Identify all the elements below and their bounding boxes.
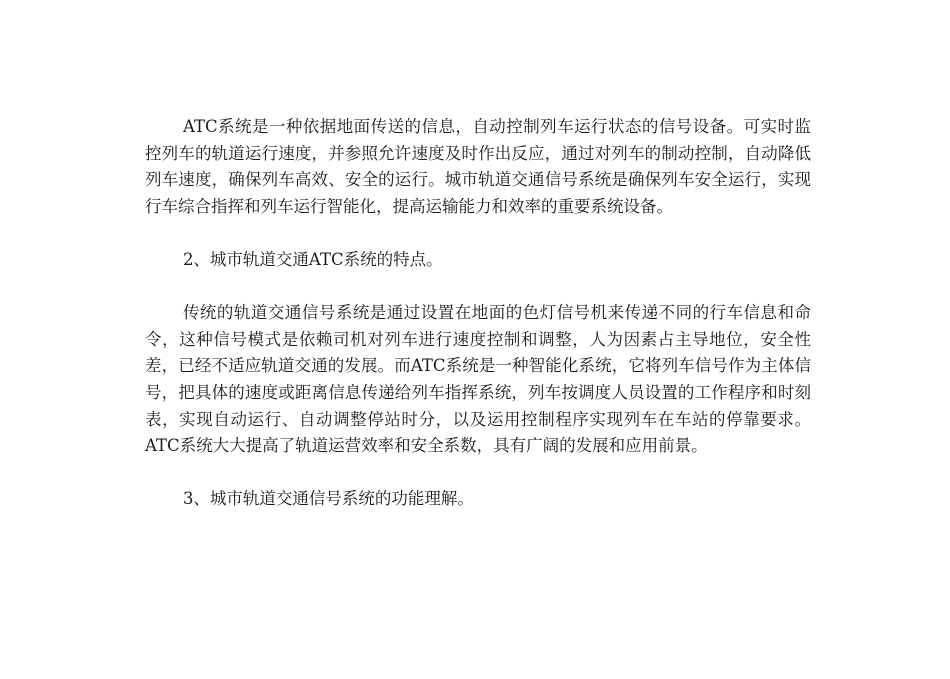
paragraph-spacer <box>145 220 811 247</box>
document-body <box>145 114 811 513</box>
paragraph-traditional-signal: 传统的轨道交通信号系统是通过设置在地面的色灯信号机来传递不同的行车信息和命令，这种信号模式是依赖司机对列车进行速度控制和调整，人为因素占主导地位，安全性差，已经不适应轨道交通的发展。而ATC系统是一种智能化系统，它将列车信号作为主体信号，把具体的速度或距离信息传递给列车指挥系统，列车按调度人员设置的工作程序和时刻表，实现自动运行、自动调整停站时分，以及运用控制程序实现列车在车站的停靠要求。ATC系统大大提高了轨道运营效率和安全系数，具有广阔的发展和应用前景。 <box>145 303 811 456</box>
paragraph-spacer <box>145 274 811 301</box>
section-heading-atc-features: 2、城市轨道交通ATC系统的特点。 <box>182 249 443 269</box>
paragraph-spacer <box>145 460 811 487</box>
section-heading-signal-function: 3、城市轨道交通信号系统的功能理解。 <box>182 489 474 509</box>
paragraph-atc-intro: ATC系统是一种依据地面传送的信息，自动控制列车运行状态的信号设备。可实时监控列车的轨道运行速度，并参照允许速度及时作出反应，通过对列车的制动控制，自动降低列车速度，确保列车高效、安全的运行。城市轨道交通信号系统是确保列车安全运行，实现行车综合指挥和列车运行智能化，提高运输能力和效率的重要系统设备。 <box>145 117 811 216</box>
